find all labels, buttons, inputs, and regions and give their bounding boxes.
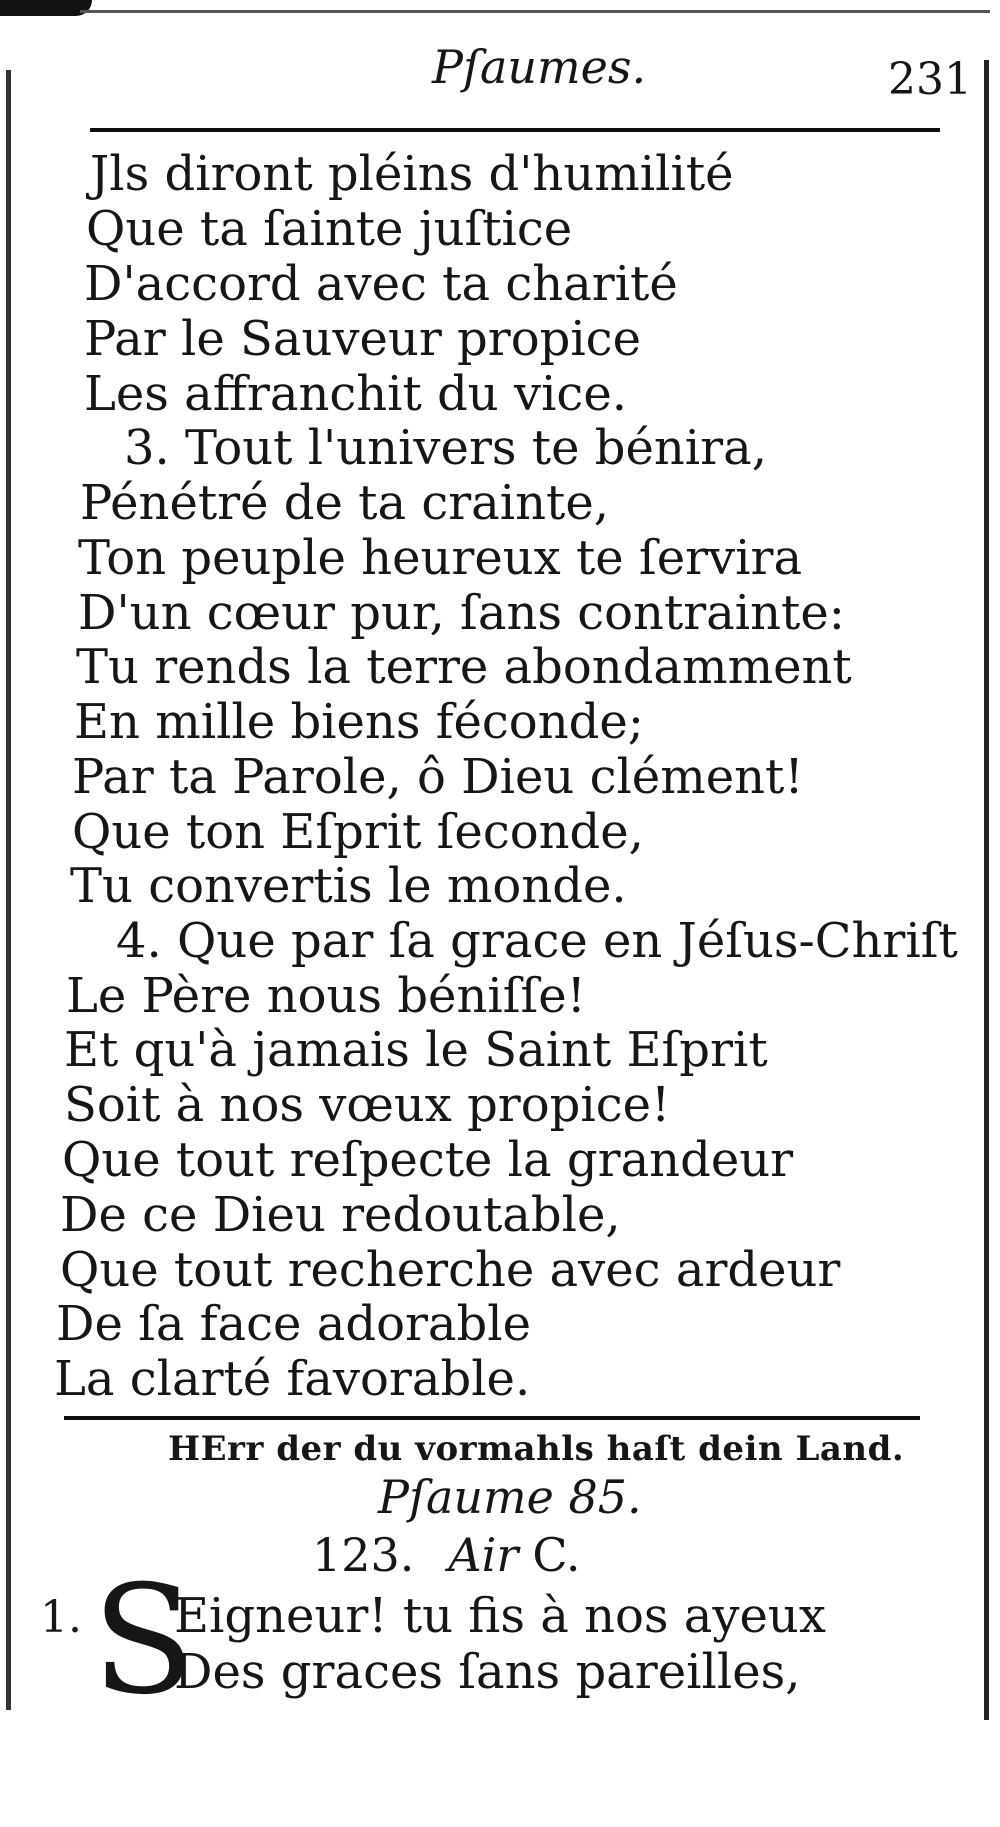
verse-line: Le Père nous béniſſe! <box>66 968 586 1024</box>
verse-line: D'accord avec ta charité <box>84 256 678 312</box>
verse-line: Les affranchit du vice. <box>84 366 627 422</box>
page-number: 231 <box>888 54 972 105</box>
page-left-edge <box>6 70 11 1710</box>
verse-line: Par le Sauveur propice <box>84 311 641 367</box>
verse-line: Par ta Parole, ô Dieu clément! <box>72 749 804 805</box>
verse-line: Tu rends la terre abondamment <box>76 639 852 695</box>
psalm-heading: Pſaume 85. <box>378 1470 642 1524</box>
stanza-number: 1. <box>40 1592 82 1643</box>
air-letter: C. <box>532 1528 581 1582</box>
verse-line: Que ta ſainte juſtice <box>86 201 573 257</box>
verse-line: Que ton Eſprit ſeconde, <box>72 804 644 860</box>
verse-line: Soit à nos vœux propice! <box>64 1077 671 1133</box>
tune-name: HErr der du vormahls haſt dein Land. <box>168 1429 905 1469</box>
page-top-edge <box>80 10 990 13</box>
air-label: Air <box>448 1528 519 1582</box>
verse-line: Que tout recherche avec ardeur <box>60 1242 841 1298</box>
verse-line: 3. Tout l'univers te bénira, <box>124 420 767 476</box>
hymn-number-line <box>312 1528 581 1582</box>
verse-line: D'un cœur pur, ſans contrainte: <box>78 585 845 641</box>
verse-line: En mille biens féconde; <box>74 694 644 750</box>
binding-shadow <box>0 0 92 16</box>
verse-line: Jls diront pléins d'humilité <box>90 146 734 202</box>
drop-cap-letter: S <box>92 1554 195 1728</box>
header-rule <box>90 128 940 132</box>
hymn-number: 123. <box>312 1528 415 1582</box>
running-title: Pſaumes. <box>432 40 647 94</box>
verse-line: Ton peuple heureux te ſervira <box>78 530 803 586</box>
verse-line: De ce Dieu redoutable, <box>60 1187 621 1243</box>
page-right-edge <box>984 60 989 1720</box>
verse-line: De ſa face adorable <box>56 1296 532 1352</box>
verse-line: 4. Que par ſa grace en Jéſus-Chriſt <box>116 913 958 969</box>
verse-line: La clarté favorable. <box>54 1351 531 1407</box>
verse-line: Que tout reſpecte la grandeur <box>62 1132 794 1188</box>
section-rule <box>64 1416 920 1420</box>
verse-line: Eigneur! tu fis à nos ayeux <box>174 1588 826 1644</box>
verse-line: Des graces ſans pareilles, <box>174 1644 801 1700</box>
verse-line: Pénétré de ta crainte, <box>80 475 609 531</box>
verse-line: Tu convertis le monde. <box>70 858 627 914</box>
verse-line: Et qu'à jamais le Saint Eſprit <box>64 1022 768 1078</box>
